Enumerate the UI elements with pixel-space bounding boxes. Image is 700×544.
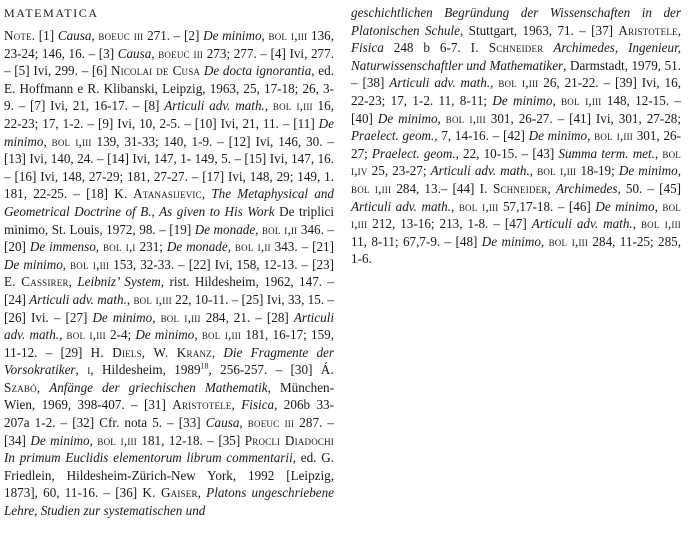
note-text: 25, 23-27; (367, 163, 431, 179)
italic-title: De minimo (595, 198, 655, 214)
note-text: 287. – [34] (4, 415, 334, 448)
italic-title: De docta ignorantia (203, 63, 312, 79)
note-text: , ed. E. Hoffmann e R. Klibanski, Leipzig, 1963, 25, 17-18; 26, 3-9. – [7] Ivi, 21, 16-17. – [8] (4, 63, 334, 114)
note-text: 22, 10-11. – [25] Ivi, 33, 15. – [26] Ivi. – [27] (4, 291, 334, 325)
small-caps-text: bol i,iii (537, 163, 577, 179)
italic-title: Articuli adv. math. (389, 75, 491, 91)
superscript: 18 (200, 361, 209, 371)
italic-title: Archimedes (555, 180, 618, 196)
note-text: , (75, 362, 88, 378)
note-text: 148, 12-15. – [40] (351, 92, 682, 126)
note-text: , 206b 33-207a 1-2. – [32] Cfr. nota 5. – [33] (4, 397, 334, 431)
note-text: , Darmstadt, 1979, 51. – [38] (351, 57, 681, 91)
small-caps-text: bol i,iii (97, 432, 137, 448)
note-text: 136, 23-24; 146, 16. – [3] (4, 28, 334, 61)
note-text: , (95, 239, 104, 255)
note-text: , (632, 216, 641, 232)
small-caps-text: bol i,iii (458, 198, 499, 214)
small-caps-text: i (87, 362, 91, 378)
small-caps-text: bol i,iii (351, 198, 682, 232)
note-text: 301, 26-27. – [41] Ivi, 301, 27-28; (485, 110, 682, 126)
note-text: 273; 277. – [4] Ivi, 277. – [5] Ivi, 299. – [6] (4, 45, 334, 79)
italic-title: De minimo (481, 233, 541, 249)
note-text: 2-4; (105, 327, 136, 343)
small-caps-text: bol i,iii (640, 216, 682, 232)
note-text: , Hildesheim, 1989 (90, 362, 201, 378)
note-text: , (451, 198, 459, 214)
note-text: 301, 26-27; (351, 128, 681, 161)
note-text: , 22, 10-15. – [43] (455, 145, 559, 161)
note-text: , (239, 415, 248, 431)
italic-title: Praelect. geom. (371, 145, 456, 161)
note-text: , (152, 309, 161, 325)
small-caps-text: Á. Szabó (4, 362, 334, 395)
italic-title: Die Fragmente der Vorsokratiker (4, 344, 335, 378)
small-caps-text: boeuc iii (98, 28, 144, 43)
italic-title: Anfänge der griechischen Mathematik (49, 379, 268, 395)
note-text: , 256-257. – [30] (208, 362, 321, 378)
note-text: , Stuttgart, 1963, 71. – [37] (460, 22, 619, 38)
italic-title: Articuli adv. math. (164, 98, 265, 114)
note-text: , (261, 28, 269, 43)
small-caps-text: bol i,iii (272, 98, 313, 114)
note-text: , 50. – [45] (617, 180, 682, 196)
small-caps-text: bol i,i (103, 239, 136, 255)
italic-title: De minimo (492, 92, 553, 108)
note-text: , (540, 233, 549, 249)
note-text: 181, 16-17; 159, 11-12. – [29] (4, 327, 335, 360)
small-caps-text: I. Schneider (479, 180, 548, 196)
note-text: 57,17-18. – [46] (498, 198, 596, 214)
small-caps-text: bol i,iii (133, 291, 172, 307)
note-text: , (529, 163, 538, 179)
note-text: 248 b 6-7. (383, 40, 471, 56)
note-text: . [1] (31, 28, 58, 43)
note-text: 26, 21-22. – [39] Ivi, 16, 22-23; 17, 1-2. 11, 8-11; (351, 75, 681, 108)
small-caps-text: boeuc iii (247, 415, 295, 431)
note-text: , (43, 133, 52, 149)
note-text: , ed. G. Friedlein, Hildesheim-Zürich-New York, 1992 [Leipzig, 1873], 60, 11-16. – [36] (4, 450, 334, 501)
small-caps-text: H. Diels, W. Kranz (90, 344, 212, 360)
note-text: De triplici minimo, St. Louis, 1972, 98. – [19] (4, 203, 334, 237)
small-caps-text: bol i,iii (594, 128, 633, 144)
italic-title: Fisica (351, 40, 384, 56)
small-caps-text: bol i,iii (201, 327, 242, 343)
italic-title: Causa (117, 45, 152, 61)
small-caps-text: Aristotele (172, 397, 232, 413)
italic-title: Leibniz’ System (77, 274, 161, 290)
note-text: , (677, 22, 682, 38)
small-caps-text: boeuc iii (158, 45, 204, 61)
note-text: , (677, 163, 681, 179)
small-caps-text: bol i,iii (160, 309, 201, 325)
note-text: , (552, 92, 562, 108)
italic-title: De minimo (618, 163, 678, 179)
italic-title: De minimo (4, 256, 63, 272)
note-text: 18-19; (576, 163, 619, 179)
small-caps-text: Nicolai de Cusa (110, 63, 201, 79)
note-text: , (194, 327, 202, 343)
note-text: 346. – [20] (4, 221, 334, 255)
note-text: , (201, 186, 212, 202)
small-caps-text: Note (4, 28, 32, 43)
italic-title: De minimo (377, 110, 438, 126)
note-text: , München-Wien, 1969, 398-407. – [31] (4, 379, 335, 413)
note-text: , (437, 110, 446, 126)
note-text: , 7, 14-16. – [42] (434, 128, 529, 144)
note-text: , (231, 397, 242, 413)
italic-title: Causa (205, 415, 240, 431)
small-caps-text: E. Cassirer (4, 274, 69, 290)
small-caps-text: bol i,ii (234, 239, 271, 255)
small-caps-text: bol i,iii (445, 110, 486, 126)
note-text: , (490, 75, 499, 91)
italic-title: geschichtlichen Begründung der Wissenschaften in der Platonischen Schule (351, 5, 681, 38)
small-caps-text: bol i,iii (561, 92, 602, 108)
small-caps-text: bol i,iii (70, 256, 110, 272)
small-caps-text: K. Gaiser (142, 485, 198, 501)
note-text: 181, 12-18. – [35] (136, 432, 245, 448)
italic-title: De minimo (92, 309, 153, 325)
small-caps-text: bol i,iv (351, 145, 681, 179)
italic-title: De minimo (4, 115, 334, 149)
small-caps-text: bol i,ii (261, 221, 298, 237)
italic-title: Articuli adv. math. (4, 309, 334, 343)
note-text (543, 40, 553, 55)
note-text: 343. – [21] (270, 239, 334, 255)
note-text: , (126, 291, 134, 307)
italic-title: Archimedes, Ingenieur, Naturwissenschaftler und Mathematiker (351, 40, 682, 73)
small-caps-text: bol i,iii (351, 180, 392, 196)
note-text: , (255, 221, 262, 237)
italic-title: In primum Euclidis elementorum librum commentarii (4, 450, 293, 466)
italic-title: Articuli adv. math. (430, 163, 530, 179)
note-text: 11, 8-11; 67,7-9. – [48] (351, 233, 482, 249)
note-text: , (197, 485, 207, 501)
note-text: , (89, 432, 98, 448)
small-caps-text: bol i,iii (268, 28, 308, 43)
note-text: , rist. Hildesheim, 1962, 147. – [24] (4, 274, 334, 307)
note-text: , (547, 180, 556, 196)
note-text: , (62, 256, 71, 272)
note-text: , (587, 128, 595, 144)
italic-title: The Metaphysical and Geometrical Doctrine of B., As given to His Work (4, 186, 334, 219)
italic-title: De immenso (29, 239, 96, 255)
italic-title: De minimo (135, 327, 195, 343)
note-text: , (36, 379, 50, 395)
note-text: , (151, 45, 159, 61)
italic-title: Platons ungeschriebene Lehre, Studien zur systematischen und (4, 485, 335, 519)
note-text: 271. – [2] (143, 28, 204, 43)
italic-title: De monade (166, 239, 228, 255)
running-header: MATEMATICA (4, 6, 99, 20)
note-text: 284, 21. – [28] (200, 309, 294, 325)
italic-title: Causa (57, 28, 92, 43)
small-caps-text: Procli Diadochi (244, 432, 335, 448)
italic-title: De monade (194, 221, 256, 237)
notes-column-left (4, 27, 334, 520)
note-text: , (227, 239, 235, 255)
note-text: , (654, 145, 663, 161)
small-caps-text: K. Atanasijevic (114, 186, 202, 202)
small-caps-text: I. Schneider (470, 40, 544, 56)
italic-title: Articuli adv. math. (531, 216, 633, 232)
note-text: , (264, 98, 273, 114)
italic-title: Praelect. geom. (351, 128, 435, 144)
note-text: , (211, 344, 224, 360)
italic-title: De minimo (528, 128, 588, 144)
note-text: 284, 11-25; 285, 1-6. (351, 233, 682, 267)
note-text: , (68, 274, 78, 290)
italic-title: De minimo (203, 28, 262, 43)
italic-title: De minimo (30, 432, 90, 448)
small-caps-text: Aristotele (618, 22, 678, 38)
note-text: 16, 22-23; 17, 1-2. – [9] Ivi, 10, 2-5. – [10] Ivi, 21, 11. – [11] (4, 98, 334, 131)
small-caps-text: bol i,iii (51, 133, 92, 149)
small-caps-text: bol i,iii (498, 75, 539, 91)
note-text: , (91, 28, 99, 43)
italic-title: Articuli adv. math. (351, 198, 452, 214)
note-text: 139, 31-33; 140, 1-9. – [12] Ivi, 146, 30. – [13] Ivi, 140, 24. – [14] Ivi, 147, 1- 149, 5. – [15] Ivi, 147, 16. – [16] Ivi, 148, 27-29; 181, 27-27. – [17] Ivi, 148, 29; 149, 1. 181, 22-25. – [18] (4, 133, 335, 202)
note-text: 284, 13.– [44] (391, 180, 480, 196)
note-text: 153, 32-33. – [22] Ivi, 158, 12-13. – [23] (109, 256, 334, 272)
italic-title: Summa term. met. (558, 145, 655, 161)
italic-title: Articuli adv. math. (29, 291, 127, 307)
note-text: 212, 13-16; 213, 1-8. – [47] (367, 216, 532, 232)
notes-column-right (351, 4, 681, 268)
note-text: , (654, 198, 663, 214)
italic-title: Fisica (241, 397, 275, 413)
small-caps-text: bol i,iii (66, 327, 106, 343)
note-text: 231; (135, 239, 167, 255)
small-caps-text: bol i,iii (548, 233, 589, 249)
note-text: , (59, 327, 67, 343)
